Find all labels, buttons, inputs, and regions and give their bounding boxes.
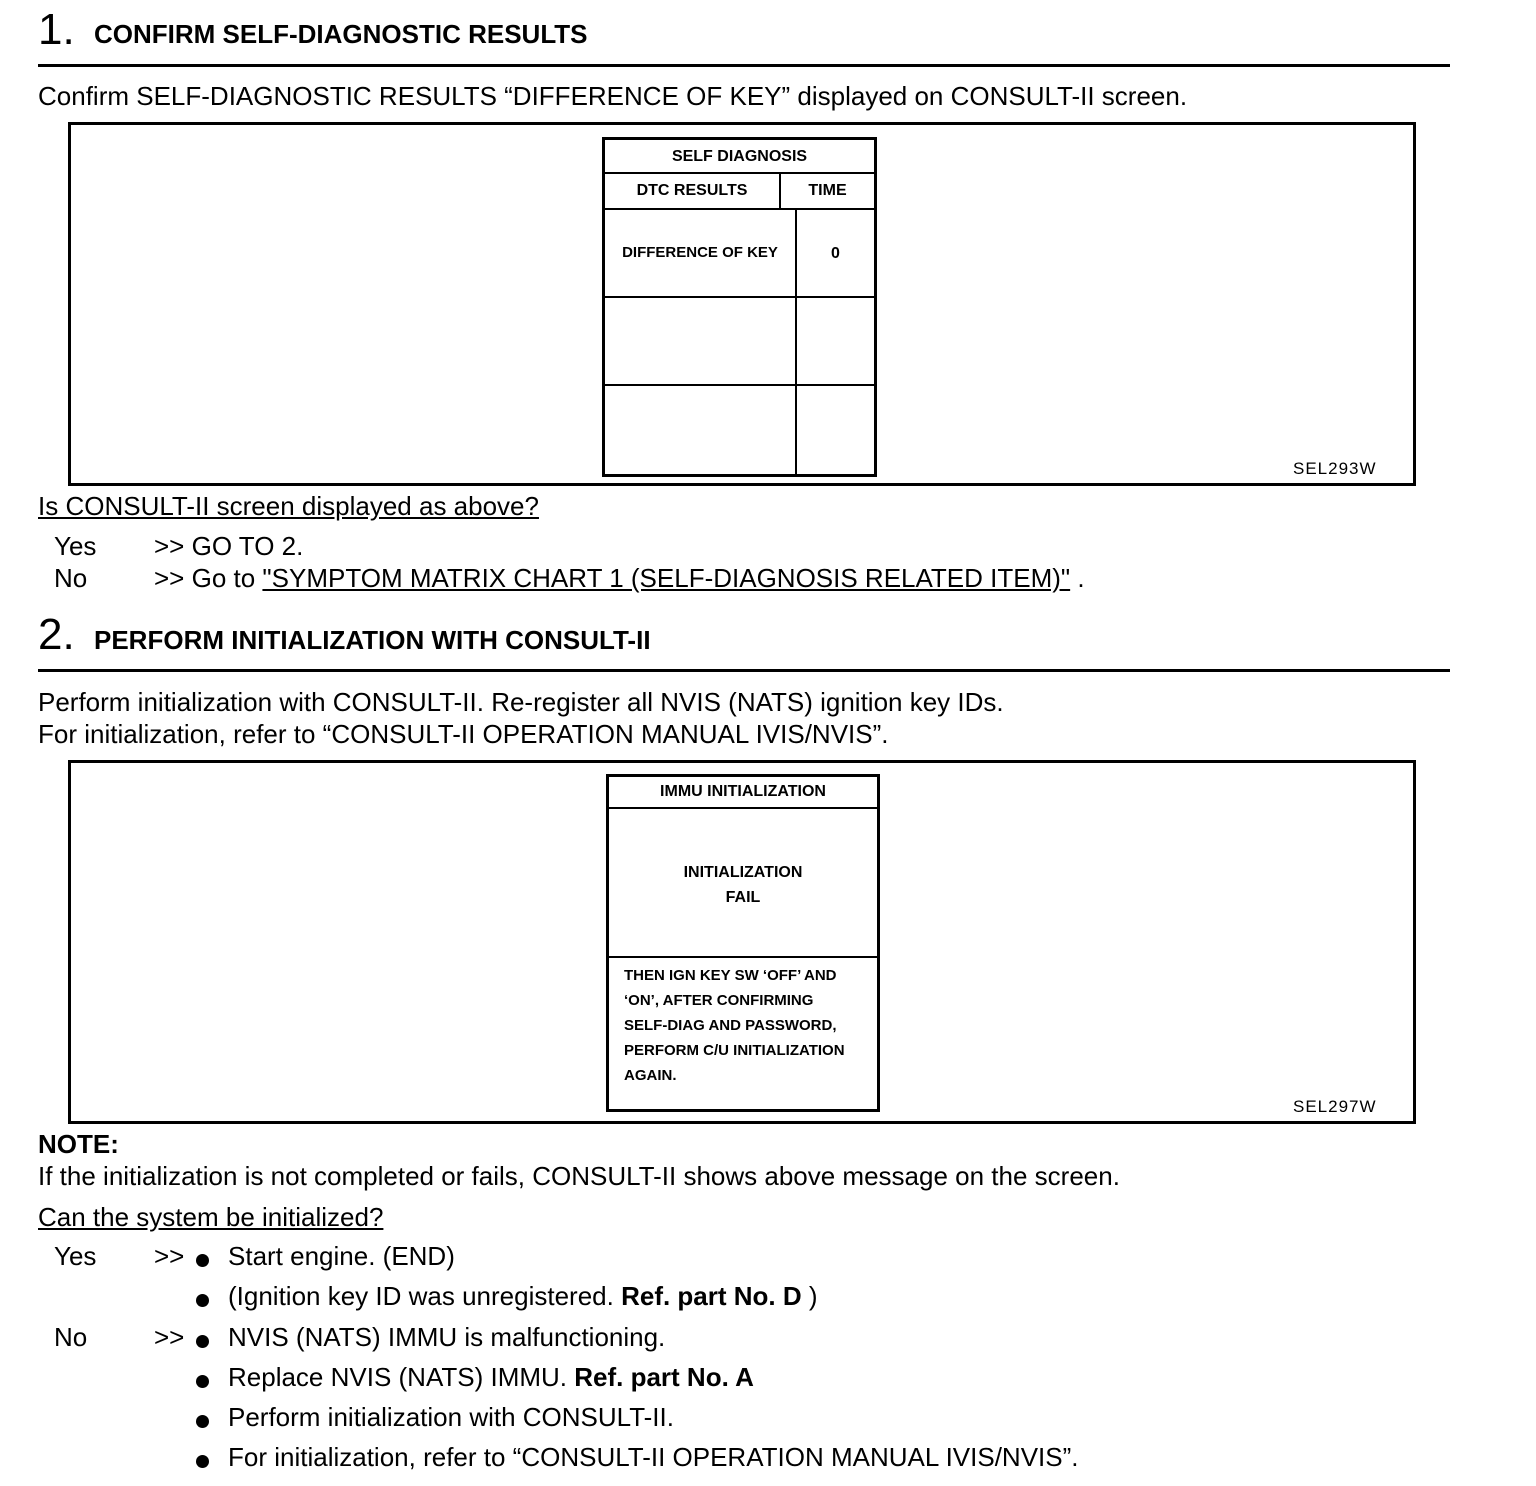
step2-yes-label: Yes [54, 1241, 97, 1271]
step1-number: 1. [38, 5, 75, 54]
yes-item-1: Start engine. (END) [228, 1241, 455, 1271]
immu-message-divider [609, 956, 877, 958]
consult-immu-screen [606, 774, 880, 1112]
bullet-icon [196, 1335, 209, 1348]
step1-no-action [154, 562, 1085, 594]
step1-instruction: Confirm SELF-DIAGNOSTIC RESULTS “DIFFERENCE OF KEY” displayed on CONSULT-II screen. [38, 81, 1188, 111]
no-item-3: Perform initialization with CONSULT-II. [228, 1402, 674, 1432]
dtc-result-item: DIFFERENCE OF KEY [622, 244, 778, 261]
no-item-1: NVIS (NATS) IMMU is malfunctioning. [228, 1322, 666, 1352]
step1-no-prefix: >> Go to [154, 563, 256, 593]
bullet-icon [196, 1254, 209, 1267]
bullet-icon [196, 1455, 209, 1468]
screen-divider [605, 172, 874, 174]
step2-yes-arrow: >> [154, 1241, 185, 1271]
step1-question: Is CONSULT-II screen displayed as above? [38, 491, 539, 521]
self-diagnosis-figure [68, 122, 1416, 486]
dtc-results-header: DTC RESULTS [636, 182, 748, 199]
step1-title: CONFIRM SELF-DIAGNOSTIC RESULTS [94, 19, 588, 49]
no-item-2: Replace NVIS (NATS) IMMU. Ref. part No. A [228, 1362, 754, 1392]
immu-message [624, 963, 845, 1088]
bullet-icon [196, 1375, 209, 1388]
step2-instruction-line2: For initialization, refer to “CONSULT-II OPERATION MANUAL IVIS/NVIS”. [38, 719, 889, 749]
consult-self-diagnosis-screen [602, 137, 877, 477]
step2-divider [38, 669, 1450, 672]
row-divider-2 [605, 384, 874, 386]
immu-screen-title: IMMU INITIALIZATION [660, 783, 826, 800]
note-text: If the initialization is not completed or fails, CONSULT-II shows above message on the screen. [38, 1161, 1120, 1191]
step2-question: Can the system be initialized? [38, 1202, 384, 1232]
header-underline [605, 208, 874, 210]
step2-number: 2. [38, 610, 75, 659]
init-status-line2: FAIL [725, 889, 761, 906]
immu-message-line: PERFORM C/U INITIALIZATION [624, 1042, 845, 1059]
time-header: TIME [808, 182, 847, 199]
step1-no-suffix: . [1077, 563, 1085, 593]
step2-title: PERFORM INITIALIZATION WITH CONSULT-II [94, 625, 651, 655]
immu-message-line: ‘ON’, AFTER CONFIRMING [624, 992, 814, 1009]
bullet-icon [196, 1294, 209, 1307]
immu-message-line: THEN IGN KEY SW ‘OFF’ AND [624, 967, 837, 984]
immu-title-divider [609, 807, 877, 809]
step1-no-label: No [54, 563, 88, 593]
immu-initialization-figure [68, 760, 1416, 1124]
step1-divider [38, 64, 1450, 67]
no-item-4: For initialization, refer to “CONSULT-II OPERATION MANUAL IVIS/NVIS”. [228, 1442, 1079, 1472]
step2-instruction-line1: Perform initialization with CONSULT-II. Re-register all NVIS (NATS) ignition key IDs. [38, 687, 1004, 717]
symptom-matrix-link[interactable]: "SYMPTOM MATRIX CHART 1 (SELF-DIAGNOSIS RELATED ITEM)" [262, 563, 1071, 593]
immu-message-line: AGAIN. [624, 1067, 677, 1084]
row-divider-1 [605, 296, 874, 298]
init-status-line1: INITIALIZATION [683, 864, 803, 881]
screen-title: SELF DIAGNOSIS [671, 148, 808, 165]
immu-message-line: SELF-DIAG AND PASSWORD, [624, 1017, 837, 1034]
figure-id-sel293w: SEL293W [1293, 459, 1377, 478]
figure-id-sel297w: SEL297W [1293, 1097, 1377, 1116]
bullet-icon [196, 1415, 209, 1428]
dtc-time-value: 0 [831, 245, 840, 262]
step2-no-arrow: >> [154, 1322, 185, 1352]
step1-yes-action: >> GO TO 2. [154, 531, 304, 561]
step2-no-label: No [54, 1322, 88, 1352]
step1-yes-label: Yes [54, 531, 97, 561]
note-label: NOTE: [38, 1129, 119, 1159]
yes-item-2: (Ignition key ID was unregistered. Ref. part No. D ) [228, 1281, 818, 1311]
